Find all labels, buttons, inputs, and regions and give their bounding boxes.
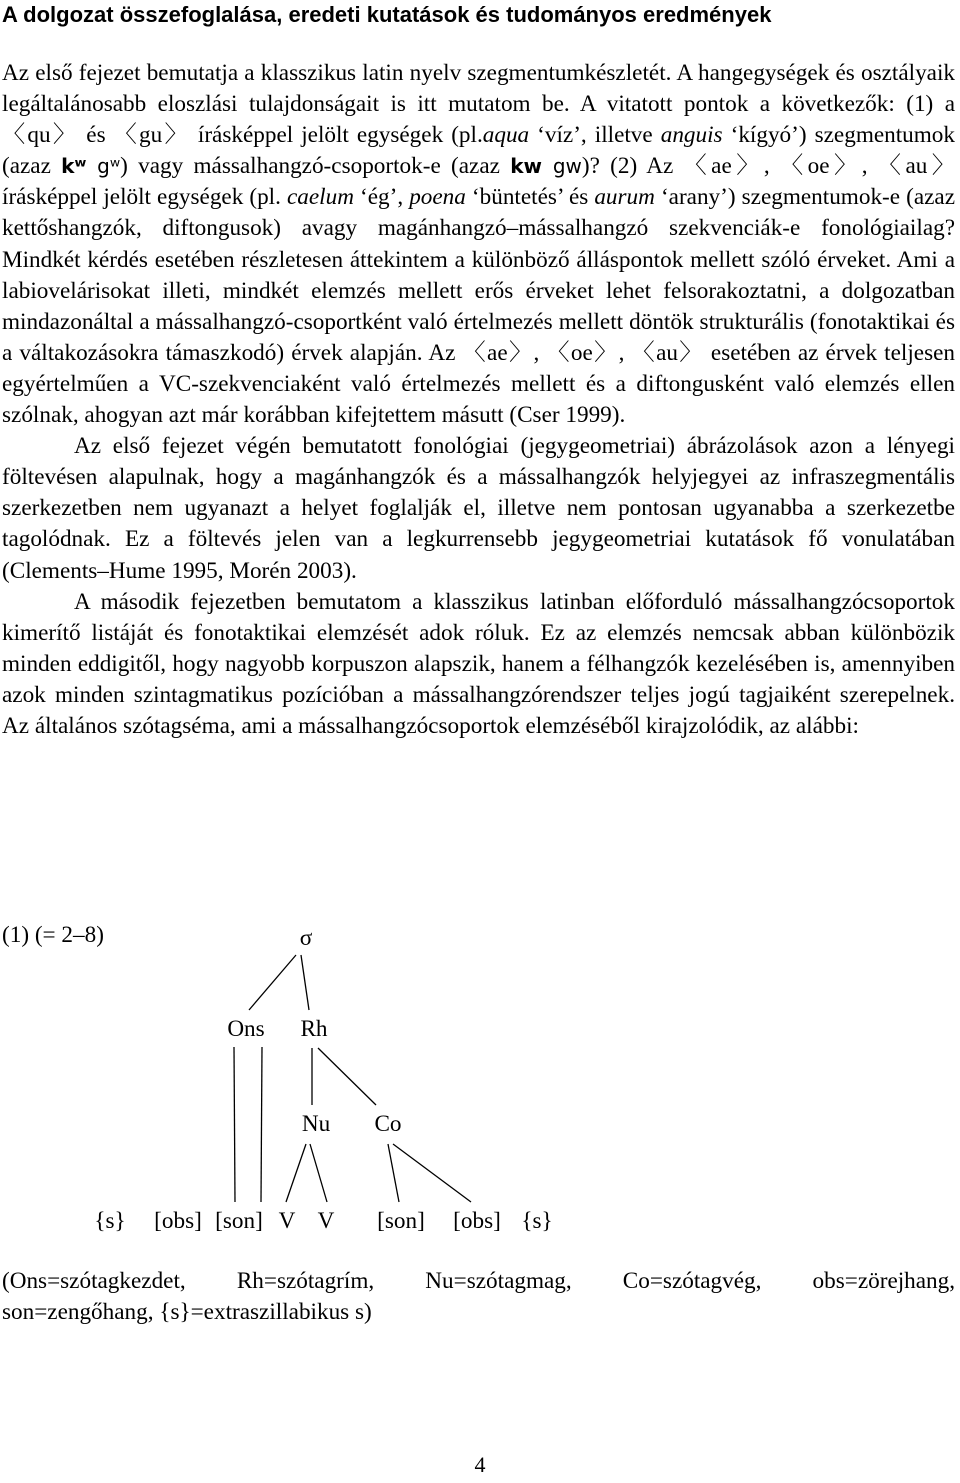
tree-node-rhyme: Rh xyxy=(300,1016,328,1042)
ipa-kw-segment: kʷ gʷ xyxy=(61,154,121,179)
tree-edge-nucleus-v2 xyxy=(310,1144,327,1202)
tree-leaf-v-1: V xyxy=(278,1208,296,1234)
tree-leaf-son-1: [son] xyxy=(215,1208,263,1234)
paragraph-3: A második fejezetben bemutatom a klasszikus latinban előforduló mássalhangzócsoportok kimerítő listáját és fonotaktikai elemzését adok róluk. Ez az elemzés nemcsak abban különbözik minden eddigitől, hogy nagyobb korpuszon alapszik, hanem a félhangzók kezelésében is, amennyiben azok minden szintagmatikus pozícióban a mássalhangzórendszer teljes jogú tagjaiként szerepelnek. Az általános szótagséma, ami a mássalhangzócsoportok elemzéséből kirajzolódik, az alábbi: xyxy=(2,588,955,739)
section-heading: A dolgozat összefoglalása, eredeti kutatások és tudományos eredmények xyxy=(2,2,772,27)
tree-edge-root-rhyme xyxy=(301,955,309,1010)
paragraph-2: Az első fejezet végén bemutatott fonológiai (jegygeometriai) ábrázolások azon a lényegi föltevésen alapulnak, hogy a magánhangzók és a mássalhangzók helyjegyei az infraszegmentális szerkezetben nem ugyanazt a helyet foglalják el, illetve nem pontosan ugyanabba a szerkezetbe tagolódnak. Ez a föltevés jelen van a legkurrensebb jegygeometriai kutatások fő vonulatában (Clements–Hume 1995, Morén 2003). xyxy=(2,433,955,584)
legend-item: Rh=szótagrím, xyxy=(236,1268,375,1294)
syllable-tree-diagram xyxy=(0,900,960,1260)
legend-item: Co=szótagvég, xyxy=(622,1268,762,1294)
latin-word-anguis: anguis xyxy=(660,122,723,149)
latin-word-caelum: caelum xyxy=(286,184,354,211)
tree-leaf-extrasyllabic-s-1: {s} xyxy=(94,1208,126,1234)
latin-word-poena: poena xyxy=(409,184,466,211)
legend-item: Nu=szótagmag, xyxy=(425,1268,572,1294)
p1-text-2: ‘víz’, illetve xyxy=(529,122,661,149)
tree-leaf-obs-2: [obs] xyxy=(453,1208,501,1234)
p1-text-4: ) vagy mássalhangzó-csoportok-e (azaz xyxy=(120,153,511,180)
example-label: (1) (= 2–8) xyxy=(2,922,104,948)
tree-node-coda: Co xyxy=(374,1111,402,1137)
tree-edge-onset-son xyxy=(261,1047,262,1202)
tree-leaf-obs-1: [obs] xyxy=(154,1208,202,1234)
legend-item: obs=zörejhang, xyxy=(812,1268,956,1294)
tree-leaf-son-2: [son] xyxy=(377,1208,425,1234)
p1-text-1: Az első fejezet bemutatja a klasszikus latin nyelv szegmentumkészletét. A hangegységek és osztályaik legáltalánosabb eloszlási tulajdonságait is itt mutatom be. A vitatott pontok a következők: (1) a 〈qu〉 és 〈gu〉 írásképpel jelölt egységek (pl. xyxy=(2,60,955,149)
page-number: 4 xyxy=(474,1452,486,1477)
tree-edge-coda-son xyxy=(388,1144,399,1202)
tree-edge-coda-obs xyxy=(393,1144,471,1202)
latin-word-aurum: aurum xyxy=(594,184,655,211)
tree-root-sigma: σ xyxy=(299,925,313,951)
tree-edge-nucleus-v1 xyxy=(286,1144,306,1202)
ipa-kw-cluster: kw gw xyxy=(510,154,582,179)
body-text xyxy=(2,58,955,742)
tree-node-onset: Ons xyxy=(227,1016,265,1042)
latin-word-aqua: aqua xyxy=(482,122,530,149)
tree-leaf-extrasyllabic-s-2: {s} xyxy=(521,1208,553,1234)
p1-text-3: ‘kígyó’) szegmentumok (azaz xyxy=(2,122,955,180)
tree-edge-root-onset xyxy=(249,955,296,1010)
p1-text-7: ‘büntetés’ és xyxy=(465,184,595,211)
abbreviation-legend xyxy=(2,1266,955,1328)
legend-item: son=zengőhang, {s}=extraszillabikus s) xyxy=(2,1299,372,1326)
tree-node-nucleus: Nu xyxy=(301,1111,331,1137)
p1-text-6: ‘ég’, xyxy=(353,184,410,211)
legend-item: (Ons=szótagkezdet, xyxy=(2,1268,186,1294)
p1-text-5: )? (2) Az 〈ae〉, 〈oe〉, 〈au〉 írásképpel jelölt egységek (pl. xyxy=(2,153,955,211)
paragraph-1 xyxy=(2,58,955,431)
tree-edge-onset-obs xyxy=(234,1047,235,1202)
p1-text-8: ‘arany’) szegmentumok-e (azaz kettőshangzók, diftongusok) avagy magánhangzó–mássalhangzó szekvenciák-e fonológiailag? Mindkét kérdés esetében részletesen áttekintem a különböző álláspontok mellett szóló érveket. Ami a labiovelárisokat illeti, mindkét elemzés mellett erős érveket lehet felsorakoztatni, a dolgozatban mindazonáltal a mássalhangzó-csoportként való értelmezés mellett döntök strukturális (fonotaktikai és a váltakozásokra támaszkodó) érvek alapján. Az 〈ae〉, 〈oe〉, 〈au〉 esetében az érvek teljesen egyértelműen a VC-szekvenciaként való értelmezés mellett és a diftongusként való elemzés ellen szólnak, ahogyan azt már korábban kifejtettem másutt (Cser 1999). xyxy=(2,184,955,429)
tree-leaf-v-2: V xyxy=(317,1208,335,1234)
tree-edge-rhyme-coda xyxy=(318,1048,376,1105)
